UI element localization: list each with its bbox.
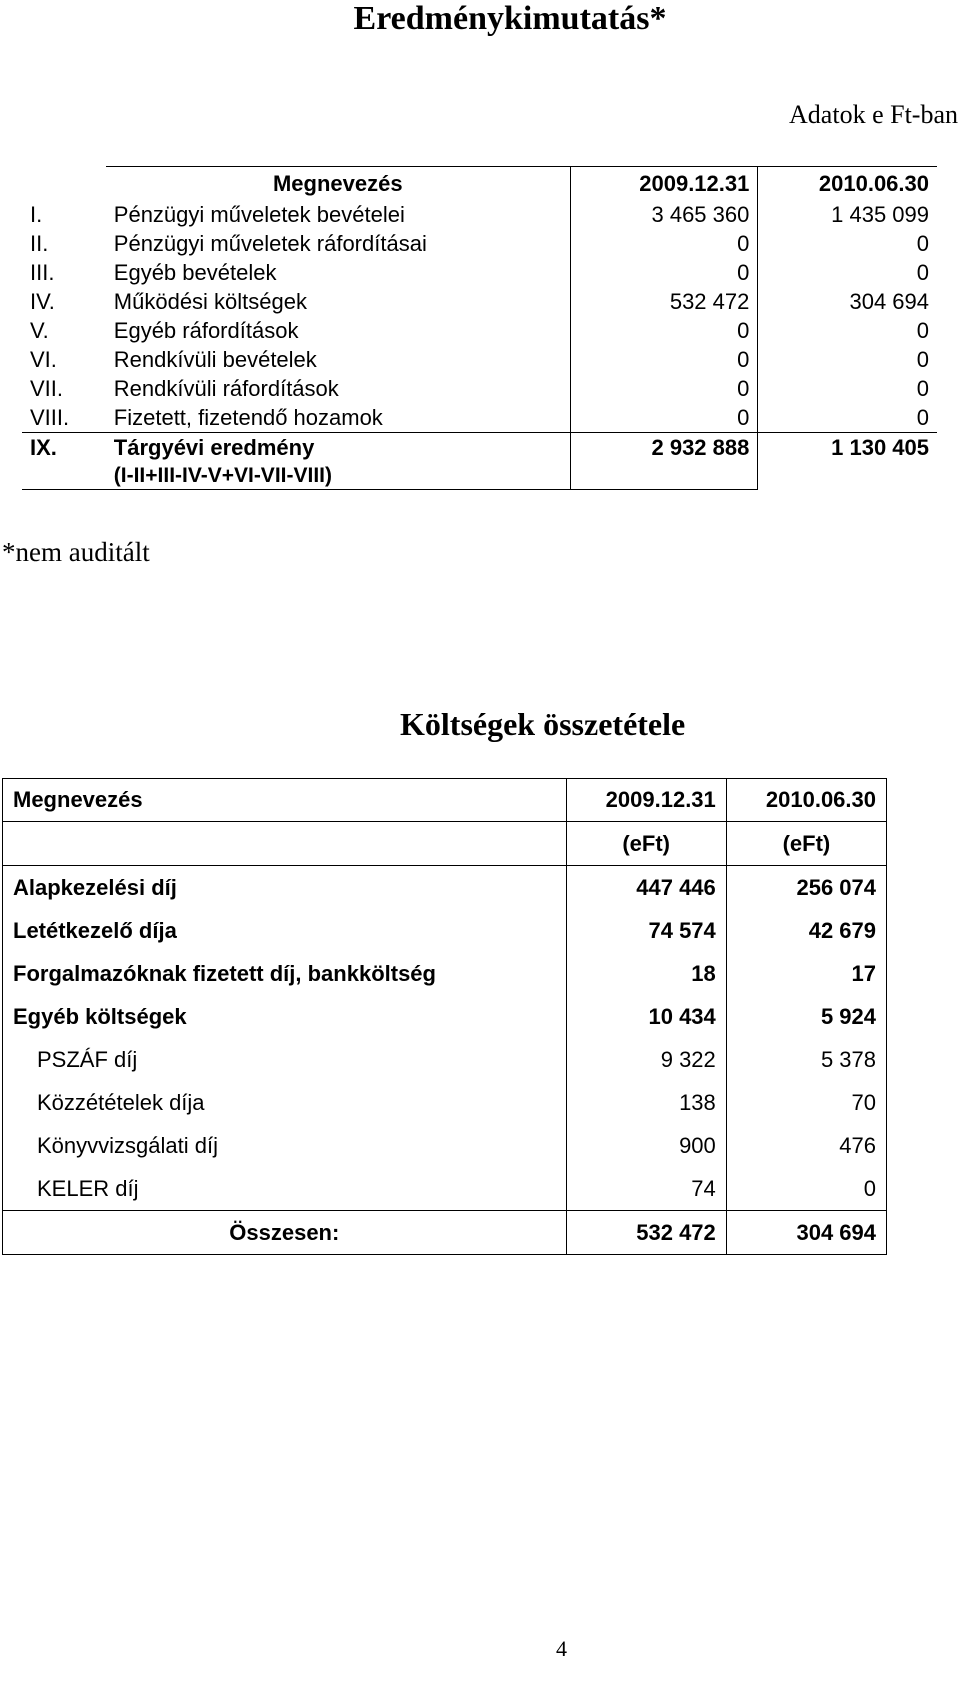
row-value-2010: 0 xyxy=(916,231,929,256)
header-col2: 2010.06.30 xyxy=(758,167,937,201)
total-row xyxy=(22,433,937,490)
row-num: V. xyxy=(30,318,49,343)
row-value-2010: 476 xyxy=(839,1132,876,1158)
row-value-2009: 0 xyxy=(570,229,758,258)
row-name: KELER díj xyxy=(37,1175,139,1201)
table-header-row xyxy=(3,779,887,822)
row-value-2009: 138 xyxy=(566,1081,726,1124)
row-num: II. xyxy=(30,231,49,256)
row-num: VI. xyxy=(30,347,57,372)
income-statement-table xyxy=(22,166,937,490)
row-value-2010: 5 924 xyxy=(820,1003,876,1029)
row-name: Fizetett, fizetendő hozamok xyxy=(113,405,383,430)
total-value-2010: 304 694 xyxy=(726,1211,886,1255)
row-value-2009: 532 472 xyxy=(570,287,758,316)
table-row xyxy=(3,1167,887,1211)
page-number: 4 xyxy=(556,1636,567,1661)
row-value-2009: 0 xyxy=(570,374,758,403)
table-row xyxy=(22,316,937,345)
table-row xyxy=(22,200,937,229)
table-header-row xyxy=(22,167,937,201)
units-note: Adatok e Ft-ban xyxy=(789,100,958,129)
row-num: I. xyxy=(30,202,43,227)
total-value-2010: 1 130 405 xyxy=(758,433,937,490)
row-name: Pénzügyi műveletek ráfordításai xyxy=(113,231,427,256)
row-num: VIII. xyxy=(30,405,70,430)
header-name: Megnevezés xyxy=(3,779,567,822)
header-num-cell xyxy=(22,167,106,201)
row-value-2010: 0 xyxy=(916,376,929,401)
row-value-2009: 0 xyxy=(570,258,758,287)
table-row xyxy=(3,866,887,910)
row-value-2010: 256 074 xyxy=(796,874,876,900)
costs-table xyxy=(2,778,887,1255)
unit-empty-cell xyxy=(3,822,567,866)
row-value-2010: 42 679 xyxy=(808,917,876,943)
unit-row xyxy=(3,822,887,866)
row-value-2010: 0 xyxy=(916,318,929,343)
row-value-2010: 0 xyxy=(916,405,929,430)
table-row xyxy=(3,1081,887,1124)
row-name: Letétkezelő díja xyxy=(13,917,177,943)
row-value-2010: 0 xyxy=(916,347,929,372)
row-value-2009: 0 xyxy=(570,316,758,345)
row-value-2010: 70 xyxy=(851,1089,876,1115)
row-name: Közzétételek díja xyxy=(37,1089,205,1115)
table-row xyxy=(22,287,937,316)
header-col2: 2010.06.30 xyxy=(726,779,886,822)
row-name: Forgalmazóknak fizetett díj, bankköltség xyxy=(13,960,436,986)
row-value-2009: 900 xyxy=(566,1124,726,1167)
header-name: Megnevezés xyxy=(106,167,571,201)
total-num: IX. xyxy=(22,433,106,490)
row-num: IV. xyxy=(30,289,55,314)
row-value-2009: 9 322 xyxy=(566,1038,726,1081)
row-value-2009: 3 465 360 xyxy=(570,200,758,229)
row-name: Egyéb bevételek xyxy=(113,260,277,285)
row-value-2010: 304 694 xyxy=(849,289,929,314)
row-name: Egyéb költségek xyxy=(13,1003,187,1029)
row-name: PSZÁF díj xyxy=(37,1046,138,1072)
table-row xyxy=(3,909,887,952)
total-row xyxy=(3,1211,887,1255)
row-name: Egyéb ráfordítások xyxy=(113,318,299,343)
row-value-2009: 74 xyxy=(566,1167,726,1211)
row-value-2009: 18 xyxy=(566,952,726,995)
table-row xyxy=(22,258,937,287)
total-label: Tárgyévi eredmény xyxy=(113,435,315,460)
row-value-2009: 74 574 xyxy=(566,909,726,952)
table-row xyxy=(22,374,937,403)
header-col1: 2009.12.31 xyxy=(570,167,758,201)
row-name: Működési költségek xyxy=(113,289,307,314)
row-name: Könyvvizsgálati díj xyxy=(37,1132,218,1158)
row-name: Pénzügyi műveletek bevételei xyxy=(113,202,405,227)
table-row xyxy=(22,403,937,433)
total-formula: (I-II+III-IV-V+VI-VII-VIII) xyxy=(113,464,332,487)
total-label: Összesen: xyxy=(3,1211,567,1255)
row-num: VII. xyxy=(30,376,64,401)
row-name: Alapkezelési díj xyxy=(13,874,177,900)
section-title: Költségek összetétele xyxy=(400,706,686,742)
row-value-2009: 10 434 xyxy=(566,995,726,1038)
row-value-2009: 0 xyxy=(570,403,758,433)
row-value-2010: 0 xyxy=(863,1175,876,1201)
table-row xyxy=(3,952,887,995)
table-row xyxy=(3,1038,887,1081)
row-value-2009: 0 xyxy=(570,345,758,374)
header-col1: 2009.12.31 xyxy=(566,779,726,822)
row-num: III. xyxy=(30,260,55,285)
page-title: Eredménykimutatás* xyxy=(353,0,667,37)
footnote: *nem auditált xyxy=(2,537,150,567)
row-value-2010: 5 378 xyxy=(820,1046,876,1072)
table-row xyxy=(22,229,937,258)
table-row xyxy=(3,995,887,1038)
row-name: Rendkívüli ráfordítások xyxy=(113,376,339,401)
total-value-2009: 532 472 xyxy=(566,1211,726,1255)
row-value-2010: 0 xyxy=(916,260,929,285)
row-value-2010: 17 xyxy=(851,960,876,986)
row-name: Rendkívüli bevételek xyxy=(113,347,317,372)
unit-col1: (eFt) xyxy=(566,822,726,866)
table-row xyxy=(22,345,937,374)
table-row xyxy=(3,1124,887,1167)
row-value-2010: 1 435 099 xyxy=(831,202,929,227)
row-value-2009: 447 446 xyxy=(566,866,726,910)
unit-col2: (eFt) xyxy=(726,822,886,866)
total-name xyxy=(106,433,571,490)
total-value-2009: 2 932 888 xyxy=(570,433,758,490)
